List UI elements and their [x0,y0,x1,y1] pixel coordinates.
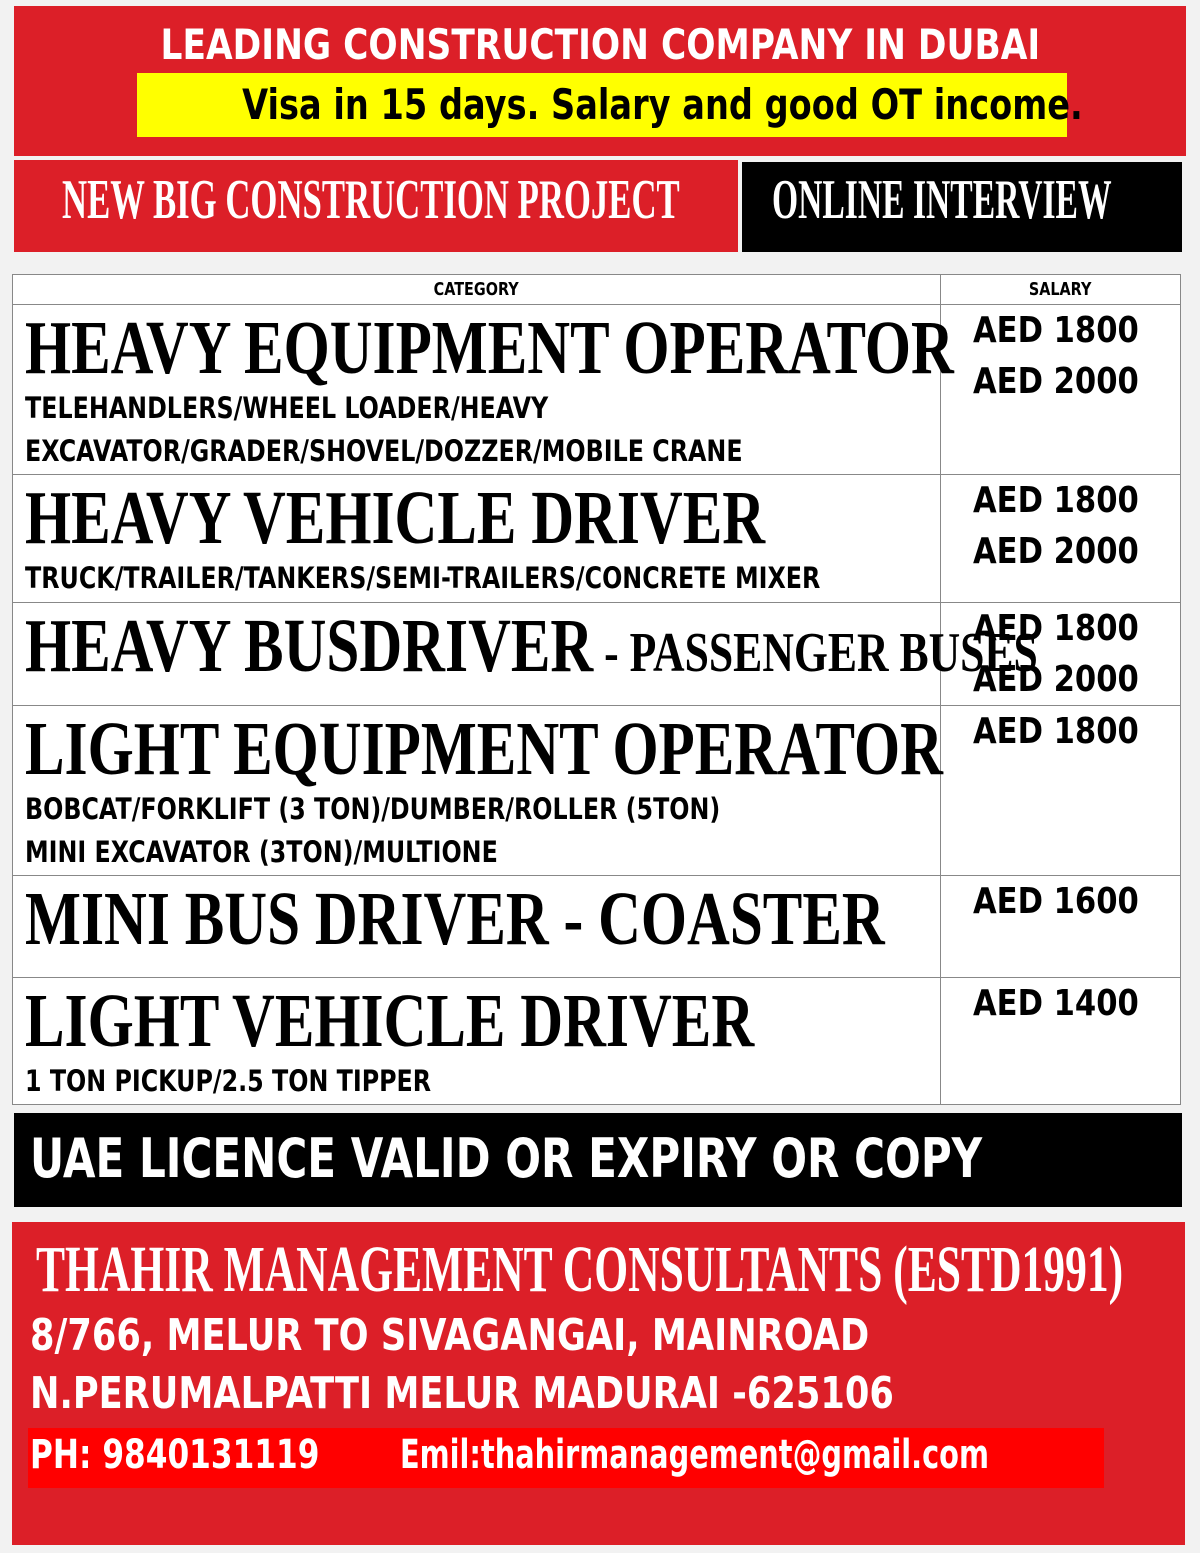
footer-contact [12,1222,1185,1545]
tagline: Visa in 15 days. Salary and good OT income. [242,80,1083,129]
licence-text: UAE LICENCE VALID OR EXPIRY OR COPY [30,1127,983,1190]
salary: AED 1800 [973,480,1139,521]
table-row [13,705,1180,876]
interview-banner [742,162,1182,252]
job-title: HEAVY EQUIPMENT OPERATOR [25,306,954,390]
tagline-box [137,73,1083,137]
project-banner [14,160,738,252]
category-header-text: CATEGORY [433,279,520,300]
table-row [13,304,1180,475]
company-name [36,1232,1200,1308]
salary: AED 2000 [973,531,1139,572]
category-header [13,275,940,304]
salary: AED 1600 [973,881,1139,922]
phone [30,1432,401,1478]
contact-strip [28,1428,1104,1488]
table-row [13,602,1180,706]
table-row [13,875,1180,978]
header-banner [14,6,1186,156]
job-details: TRUCK/TRAILER/TANKERS/SEMI-TRAILERS/CONCRETE MIXER [25,561,821,595]
address-line-1-text: 8/766, MELUR TO SIVAGANGAI, MAINROAD [30,1310,870,1361]
job-details: MINI EXCAVATOR (3TON)/MULTIONE [25,835,498,869]
salary-header-text: SALARY [1029,279,1092,300]
job-title-suffix: - PASSENGER BUSES [593,622,1038,684]
job-title: LIGHT EQUIPMENT OPERATOR [25,707,943,791]
email[interactable] [400,1432,1200,1478]
job-details: EXCAVATOR/GRADER/SHOVEL/DOZZER/MOBILE CRANE [25,434,743,468]
job-title: LIGHT VEHICLE DRIVER [25,979,755,1063]
salary-header [940,275,1181,304]
salary: AED 2000 [973,361,1139,402]
salary: AED 1400 [973,983,1139,1024]
interview-text: ONLINE INTERVIEW [772,169,1112,231]
job-title: HEAVY VEHICLE DRIVER [25,476,766,560]
address-line-2 [30,1368,1110,1419]
company-name-text: THAHIR MANAGEMENT CONSULTANTS (ESTD1991) [36,1233,1124,1306]
address-line-1 [30,1310,1079,1361]
table-row [13,474,1180,603]
headline [14,20,1186,69]
job-details: TELEHANDLERS/WHEEL LOADER/HEAVY [25,391,549,425]
headline-text: LEADING CONSTRUCTION COMPANY IN DUBAI [160,20,1040,69]
job-title: HEAVY BUSDRIVER [25,604,594,688]
email-text[interactable]: Emil:thahirmanagement@gmail.com [400,1432,989,1478]
salary: AED 1800 [973,711,1139,752]
salary: AED 1800 [973,608,1139,649]
job-details: 1 TON PICKUP/2.5 TON TIPPER [25,1064,432,1098]
licence-banner [14,1113,1182,1207]
salary: AED 2000 [973,659,1139,700]
phone-text: PH: 9840131119 [30,1432,320,1478]
address-line-2-text: N.PERUMALPATTI MELUR MADURAI -625106 [30,1368,894,1419]
salary: AED 1800 [973,310,1139,351]
project-text: NEW BIG CONSTRUCTION PROJECT [62,169,680,231]
jobs-table [12,274,1181,1105]
table-row [13,977,1180,1106]
job-details: BOBCAT/FORKLIFT (3 TON)/DUMBER/ROLLER (5TON) [25,792,721,826]
job-title: MINI BUS DRIVER - COASTER [25,877,885,961]
